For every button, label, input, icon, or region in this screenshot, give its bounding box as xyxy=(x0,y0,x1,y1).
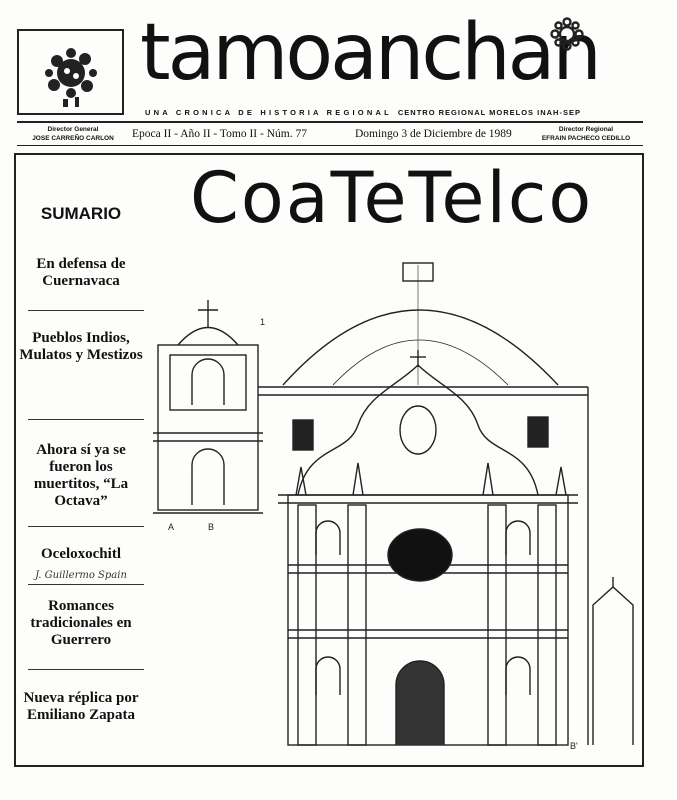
newspaper-title: tamoanchan xyxy=(140,8,599,98)
inah-seal-icon xyxy=(550,17,584,51)
drawing-label: B xyxy=(208,522,215,532)
cover-title: CoaTeTelco xyxy=(190,157,594,239)
masthead-rule-bottom xyxy=(17,145,643,146)
sumario-heading: SUMARIO xyxy=(40,204,122,223)
sumario-divider xyxy=(28,419,144,420)
director-general-label: Director General xyxy=(47,126,99,133)
drawing-label: B' xyxy=(570,741,578,751)
church-facade-drawing xyxy=(148,255,642,765)
sumario-item: Nueva réplica por Emiliano Zapata xyxy=(23,690,139,723)
sumario-item: Pueblos Indios, Mulatos y Mestizos xyxy=(19,330,143,363)
sumario-divider xyxy=(28,310,144,311)
masthead-logo-box xyxy=(17,29,124,115)
director-general-name: JOSE CARREÑO CARLON xyxy=(32,135,114,142)
sumario-divider xyxy=(28,669,144,670)
tagline-institution: CENTRO REGIONAL MORELOS INAH-SEP xyxy=(397,108,581,117)
director-general xyxy=(18,125,128,143)
issue-date: Domingo 3 de Diciembre de 1989 xyxy=(355,128,512,140)
masthead-rule-top xyxy=(17,121,643,123)
masthead-tagline xyxy=(145,108,581,117)
sumario-item: Oceloxochitl xyxy=(41,546,121,562)
handwritten-note: J. Guillermo Spain xyxy=(35,570,127,581)
sumario-item: En defensa de Cuernavaca xyxy=(36,256,126,289)
sumario-item: Ahora sí ya se fueron los muertitos, “La Octava” xyxy=(33,442,129,509)
tagline-main: UNA CRONICA DE HISTORIA REGIONAL xyxy=(145,108,392,117)
drawing-label: 1 xyxy=(260,317,266,327)
director-regional-label: Director Regional xyxy=(558,126,614,133)
director-regional xyxy=(530,125,642,143)
sumario-divider xyxy=(28,584,144,585)
sumario-item: Romances tradicionales en Guerrero xyxy=(30,598,132,648)
decorative-glyph-icon xyxy=(19,31,122,113)
issue-info: Epoca II - Año II - Tomo II - Núm. 77 xyxy=(132,128,307,140)
drawing-label: A xyxy=(168,522,175,532)
sumario-divider xyxy=(28,526,144,527)
director-regional-name: EFRAIN PACHECO CEDILLO xyxy=(541,135,631,142)
